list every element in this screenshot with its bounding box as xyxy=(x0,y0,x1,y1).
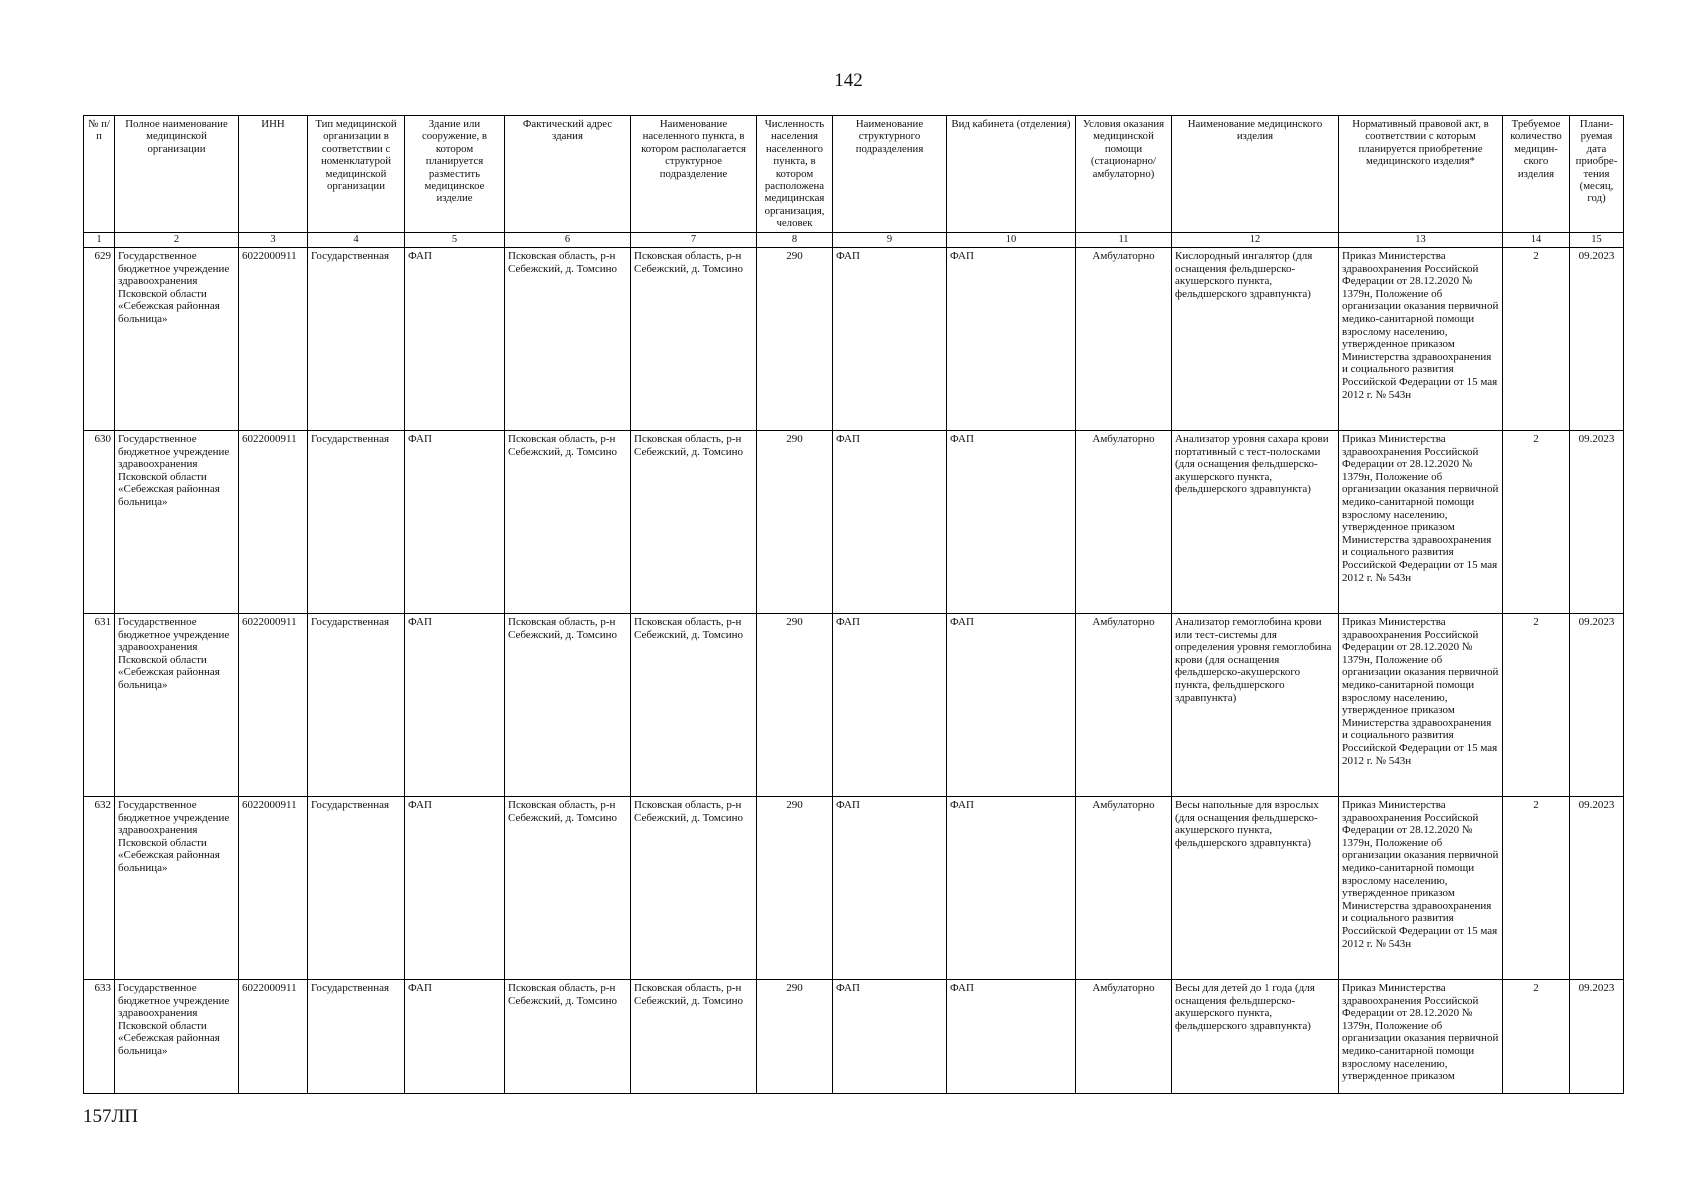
device-name: Весы для детей до 1 года (для оснащения фельдшерско-акушерского пункта, фельдшерского здравпункта) xyxy=(1172,980,1339,1094)
settlement: Псковская область, р-н Себежский, д. Томсино xyxy=(631,797,757,980)
planned-date: 09.2023 xyxy=(1570,614,1624,797)
device-name: Кислородный ингалятор (для оснащения фельдшерско-акушерского пункта, фельдшерского здравпункта) xyxy=(1172,248,1339,431)
row-number: 633 xyxy=(84,980,115,1094)
settlement: Псковская область, р-н Себежский, д. Томсино xyxy=(631,431,757,614)
building: ФАП xyxy=(405,797,505,980)
column-number: 6 xyxy=(505,233,631,248)
header-act: Нормативный правовой акт, в соответствии с которым планируется приобретение медицинского изделия* xyxy=(1339,116,1503,233)
column-number: 1 xyxy=(84,233,115,248)
table-row xyxy=(84,431,1624,614)
settlement: Псковская область, р-н Себежский, д. Томсино xyxy=(631,614,757,797)
division: ФАП xyxy=(833,980,947,1094)
inn: 6022000911 xyxy=(239,980,308,1094)
org-name: Государственное бюджетное учреждение здравоохранения Псковской области «Себежская районная больница» xyxy=(115,431,239,614)
inn: 6022000911 xyxy=(239,797,308,980)
legal-act: Приказ Министерства здравоохранения Российской Федерации от 28.12.2020 № 1379н, Положение об организации оказания первичной медико-санитарной помощи взрослому населению, утвержденное приказом Министерства здравоохранения и социального развития Российской Федерации от 15 мая 2012 г. № 543н xyxy=(1339,797,1503,980)
table-row xyxy=(84,980,1624,1094)
legal-act: Приказ Министерства здравоохранения Российской Федерации от 28.12.2020 № 1379н, Положение об организации оказания первичной медико-санитарной помощи взрослому населению, утвержденное приказом Министерства здравоохранения и социального развития Российской Федерации от 15 мая 2012 г. № 543н xyxy=(1339,614,1503,797)
building: ФАП xyxy=(405,614,505,797)
conditions: Амбулаторно xyxy=(1076,614,1172,797)
table-row xyxy=(84,797,1624,980)
population: 290 xyxy=(757,797,833,980)
org-type: Государственная xyxy=(308,248,405,431)
org-type: Государственная xyxy=(308,980,405,1094)
cabinet: ФАП xyxy=(947,431,1076,614)
org-name: Государственное бюджетное учреждение здравоохранения Псковской области «Себежская районная больница» xyxy=(115,797,239,980)
column-number: 11 xyxy=(1076,233,1172,248)
division: ФАП xyxy=(833,614,947,797)
quantity: 2 xyxy=(1503,431,1570,614)
cabinet: ФАП xyxy=(947,980,1076,1094)
header-building: Здание или сооружение, в котором планируется разместить медицинское изделие xyxy=(405,116,505,233)
header-num: № п/п xyxy=(84,116,115,233)
column-number: 13 xyxy=(1339,233,1503,248)
legal-act: Приказ Министерства здравоохранения Российской Федерации от 28.12.2020 № 1379н, Положение об организации оказания первичной медико-санитарной помощи взрослому населению, утвержденное приказом Министерства здравоохранения и социального развития Российской Федерации от 15 мая 2012 г. № 543н xyxy=(1339,431,1503,614)
table-row xyxy=(84,614,1624,797)
column-number: 12 xyxy=(1172,233,1339,248)
quantity: 2 xyxy=(1503,248,1570,431)
inn: 6022000911 xyxy=(239,248,308,431)
planned-date: 09.2023 xyxy=(1570,797,1624,980)
address: Псковская область, р-н Себежский, д. Томсино xyxy=(505,614,631,797)
conditions: Амбулаторно xyxy=(1076,797,1172,980)
row-number: 629 xyxy=(84,248,115,431)
row-number: 630 xyxy=(84,431,115,614)
planned-date: 09.2023 xyxy=(1570,248,1624,431)
planned-date: 09.2023 xyxy=(1570,980,1624,1094)
building: ФАП xyxy=(405,248,505,431)
legal-act: Приказ Министерства здравоохранения Российской Федерации от 28.12.2020 № 1379н, Положение об организации оказания первичной медико-санитарной помощи взрослому населению, утвержденное приказом Министерства здравоохранения и социального развития Российской Федерации от 15 мая 2012 г. № 543н xyxy=(1339,248,1503,431)
document-code: 157ЛП xyxy=(83,1106,139,1127)
column-number: 14 xyxy=(1503,233,1570,248)
header-division: Наименование структурного подразделения xyxy=(833,116,947,233)
column-number: 2 xyxy=(115,233,239,248)
header-org: Полное наименование медицинской организации xyxy=(115,116,239,233)
org-type: Государственная xyxy=(308,431,405,614)
org-type: Государственная xyxy=(308,797,405,980)
settlement: Псковская область, р-н Себежский, д. Томсино xyxy=(631,980,757,1094)
header-settlement: Наименование населенного пункта, в котором располагается структурное подразделение xyxy=(631,116,757,233)
address: Псковская область, р-н Себежский, д. Томсино xyxy=(505,980,631,1094)
column-number: 7 xyxy=(631,233,757,248)
division: ФАП xyxy=(833,797,947,980)
conditions: Амбулаторно xyxy=(1076,980,1172,1094)
header-address: Фактический адрес здания xyxy=(505,116,631,233)
quantity: 2 xyxy=(1503,797,1570,980)
device-name: Весы напольные для взрослых (для оснащения фельдшерско-акушерского пункта, фельдшерского здравпункта) xyxy=(1172,797,1339,980)
population: 290 xyxy=(757,980,833,1094)
population: 290 xyxy=(757,431,833,614)
building: ФАП xyxy=(405,431,505,614)
org-name: Государственное бюджетное учреждение здравоохранения Псковской области «Себежская районная больница» xyxy=(115,614,239,797)
planned-date: 09.2023 xyxy=(1570,431,1624,614)
quantity: 2 xyxy=(1503,614,1570,797)
column-number: 9 xyxy=(833,233,947,248)
address: Псковская область, р-н Себежский, д. Томсино xyxy=(505,797,631,980)
column-number: 3 xyxy=(239,233,308,248)
header-type: Тип медицинской организации в соответствии с номенклатурой медицинской организации xyxy=(308,116,405,233)
building: ФАП xyxy=(405,980,505,1094)
header-population: Численность населения населенного пункта, в котором расположена медицинская организация, человек xyxy=(757,116,833,233)
header-cabinet: Вид кабинета (отделения) xyxy=(947,116,1076,233)
quantity: 2 xyxy=(1503,980,1570,1094)
column-number-row xyxy=(84,233,1624,248)
conditions: Амбулаторно xyxy=(1076,431,1172,614)
cabinet: ФАП xyxy=(947,248,1076,431)
org-name: Государственное бюджетное учреждение здравоохранения Псковской области «Себежская районная больница» xyxy=(115,980,239,1094)
page-number: 142 xyxy=(834,70,863,91)
header-quantity: Требуемое количество медицин-ского изделия xyxy=(1503,116,1570,233)
org-type: Государственная xyxy=(308,614,405,797)
org-name: Государственное бюджетное учреждение здравоохранения Псковской области «Себежская районная больница» xyxy=(115,248,239,431)
population: 290 xyxy=(757,614,833,797)
column-number: 5 xyxy=(405,233,505,248)
address: Псковская область, р-н Себежский, д. Томсино xyxy=(505,431,631,614)
equipment-table xyxy=(83,115,1624,1094)
column-number: 10 xyxy=(947,233,1076,248)
settlement: Псковская область, р-н Себежский, д. Томсино xyxy=(631,248,757,431)
device-name: Анализатор уровня сахара крови портативный с тест-полосками (для оснащения фельдшерско-акушерского пункта, фельдшерского здравпункта) xyxy=(1172,431,1339,614)
header-row xyxy=(84,116,1624,233)
table-row xyxy=(84,248,1624,431)
division: ФАП xyxy=(833,431,947,614)
inn: 6022000911 xyxy=(239,431,308,614)
inn: 6022000911 xyxy=(239,614,308,797)
device-name: Анализатор гемоглобина крови или тест-системы для определения уровня гемоглобина крови (для оснащения фельдшерско-акушерского пункта, фельдшерского здравпункта) xyxy=(1172,614,1339,797)
column-number: 4 xyxy=(308,233,405,248)
row-number: 631 xyxy=(84,614,115,797)
header-date: Плани-руемая дата приобре-тения (месяц, год) xyxy=(1570,116,1624,233)
header-conditions: Условия оказания медицинской помощи (стационарно/ амбулаторно) xyxy=(1076,116,1172,233)
address: Псковская область, р-н Себежский, д. Томсино xyxy=(505,248,631,431)
column-number: 15 xyxy=(1570,233,1624,248)
legal-act: Приказ Министерства здравоохранения Российской Федерации от 28.12.2020 № 1379н, Положение об организации оказания первичной медико-санитарной помощи взрослому населению, утвержденное приказом xyxy=(1339,980,1503,1094)
conditions: Амбулаторно xyxy=(1076,248,1172,431)
division: ФАП xyxy=(833,248,947,431)
header-inn: ИНН xyxy=(239,116,308,233)
population: 290 xyxy=(757,248,833,431)
header-device: Наименование медицинского изделия xyxy=(1172,116,1339,233)
cabinet: ФАП xyxy=(947,614,1076,797)
column-number: 8 xyxy=(757,233,833,248)
cabinet: ФАП xyxy=(947,797,1076,980)
row-number: 632 xyxy=(84,797,115,980)
